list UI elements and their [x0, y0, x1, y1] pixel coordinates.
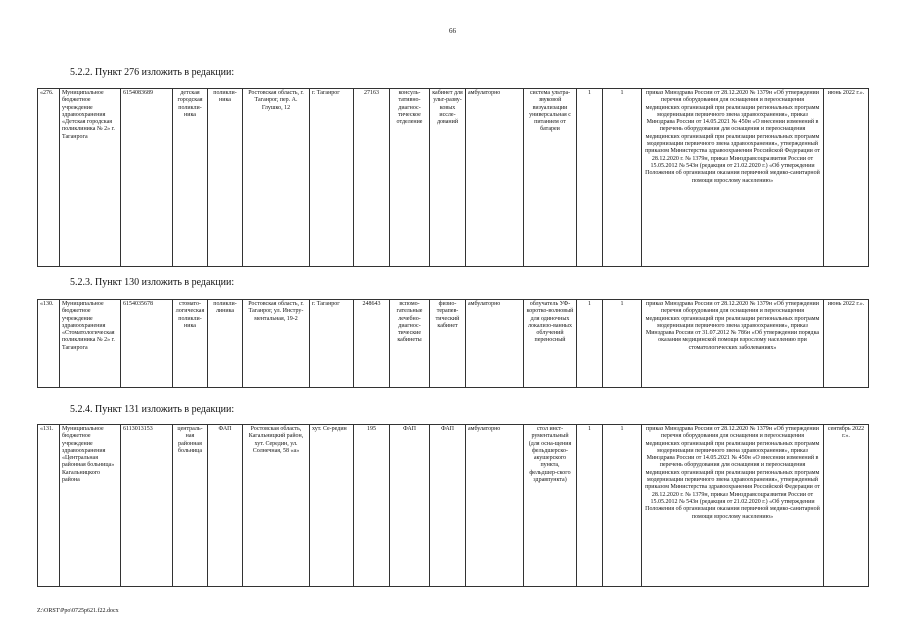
unit-cell: централь-ная районная больница	[173, 425, 208, 587]
deadline-cell: сентябрь 2022 г.».	[824, 425, 869, 587]
quantity-cell: 1	[577, 89, 603, 267]
profile-cell: вспомо-гательные лечебно-диагнос-тические кабинеты	[390, 300, 430, 388]
settlement-cell: г. Таганрог	[310, 89, 354, 267]
condition-cell: амбулаторно	[466, 425, 524, 587]
item-number: «131.	[38, 425, 60, 587]
quantity-cell: 1	[603, 425, 642, 587]
population-cell: 248643	[354, 300, 390, 388]
organization-name: Муниципальное бюджетное учреждение здравоохранения «Стоматологическая поликлиника № 2» г. Таганрога	[60, 300, 121, 388]
subunit-cell: ФАП	[208, 425, 243, 587]
item-number: «276.	[38, 89, 60, 267]
address-cell: Ростовская область, Кагальницкий район, хут. Середин, ул. Солнечная, 58 «а»	[243, 425, 310, 587]
quantity-cell: 1	[577, 425, 603, 587]
table-row	[38, 425, 869, 587]
address-cell: Ростовская область, г. Таганрог, пер. А. Глушко, 12	[243, 89, 310, 267]
table-row	[38, 89, 869, 267]
population-cell: 195	[354, 425, 390, 587]
file-path-footer: Z:\ORST\Ppo\0725p621.f22.docx	[37, 608, 119, 614]
equipment-cell: система ультра-звуковой визуализации универсальная с питанием от батареи	[524, 89, 577, 267]
table-row	[38, 300, 869, 388]
organization-name: Муниципальное бюджетное учреждение здравоохранения «Детская городская поликлиника № 2» г. Таганрога	[60, 89, 121, 267]
page-number: 66	[449, 27, 456, 35]
deadline-cell: июнь 2022 г.».	[824, 300, 869, 388]
subunit-cell: поликли-линика	[208, 300, 243, 388]
organization-name: Муниципальное бюджетное учреждение здравоохранения «Центральная районная больница» Кагальницкого района	[60, 425, 121, 587]
room-cell: ФАП	[430, 425, 466, 587]
settlement-cell: г. Таганрог	[310, 300, 354, 388]
condition-cell: амбулаторно	[466, 300, 524, 388]
profile-cell: ФАП	[390, 425, 430, 587]
unit-cell: детская городская поликли-ника	[173, 89, 208, 267]
inn-cell: 6154035678	[121, 300, 173, 388]
item-number: «130.	[38, 300, 60, 388]
unit-cell: стомато-логическая поликли-ника	[173, 300, 208, 388]
register-table	[37, 424, 869, 587]
register-table	[37, 88, 869, 267]
room-cell: кабинет для ульт-разву-ковых иссле-дований	[430, 89, 466, 267]
inn-cell: 6154083689	[121, 89, 173, 267]
equipment-cell: облучатель УФ-коротко-волновый для одиночных локализо-ванных облучений переносный	[524, 300, 577, 388]
regulation-cell: приказ Минздрава России от 28.12.2020 № 1379н «Об утверждении перечня оборудования для оснащения и переоснащения медицинских организаций при реализации региональных программ модернизации первичного звена здравоохранения», приказ Минздрава России от 14.05.2021 № 450н «О внесении изменений в перечень оборудования для оснащения и переоснащения медицинских организаций при реализации региональных программ модернизации первичного звена здравоохранения», утвержденный приказом Министерства здравоохранения Российской Федерации от 28.12.2020 г. № 1379н, приказ Минздравсоцразвития России от 15.05.2012 № 543н (редакция от 21.02.2020 г.) «Об утверждении Положения об организации оказания первичной медико-санитарной помощи взрослому населению»	[642, 425, 824, 587]
population-cell: 27163	[354, 89, 390, 267]
settlement-cell: хут. Се-редин	[310, 425, 354, 587]
section-heading: 5.2.4. Пункт 131 изложить в редакции:	[70, 404, 235, 415]
inn-cell: 6113013153	[121, 425, 173, 587]
section-heading: 5.2.2. Пункт 276 изложить в редакции:	[70, 67, 235, 78]
room-cell: физио-терапев-тический кабинет	[430, 300, 466, 388]
quantity-cell: 1	[577, 300, 603, 388]
section-heading: 5.2.3. Пункт 130 изложить в редакции:	[70, 277, 235, 288]
regulation-cell: приказ Минздрава России от 28.12.2020 № 1379н «Об утверждении перечня оборудования для оснащения и переоснащения медицинских организаций при реализации региональных программ модернизации первичного звена здравоохранения», приказ Минздрава России от 14.05.2021 № 450н «О внесении изменений в перечень оборудования для оснащения и переоснащения медицинских организаций при реализации региональных программ модернизации первичного звена здравоохранения», утвержденный приказом Министерства здравоохранения Российской Федерации от 28.12.2020 г. № 1379н, приказ Минздравсоцразвития России от 15.05.2012 № 543н (редакция от 21.02.2020 г.) «Об утверждении Положения об организации оказания первичной медико-санитарной помощи взрослому населению»	[642, 89, 824, 267]
regulation-cell: приказ Минздрава России от 28.12.2020 № 1379н «Об утверждении перечня оборудования для оснащения и переоснащения медицинских организаций при реализации региональных программ модернизации первичного звена здравоохранения», приказ Минздрава России от 31.07.2012 № 786н «Об утверждении порядка оказания медицинской помощи взрослому населению при стоматологических заболеваниях»	[642, 300, 824, 388]
profile-cell: консуль-тативно-диагнос-тическое отделение	[390, 89, 430, 267]
register-table	[37, 299, 869, 388]
condition-cell: амбулаторно	[466, 89, 524, 267]
deadline-cell: июнь 2022 г.».	[824, 89, 869, 267]
quantity-cell: 1	[603, 89, 642, 267]
equipment-cell: стол инст-рументальный (для осна-щения фельдшерско-акушерского пункта, фельдшер-ского здравпункта)	[524, 425, 577, 587]
quantity-cell: 1	[603, 300, 642, 388]
subunit-cell: поликли-ника	[208, 89, 243, 267]
address-cell: Ростовская область, г. Таганрог, ул. Инстру-ментальная, 19-2	[243, 300, 310, 388]
